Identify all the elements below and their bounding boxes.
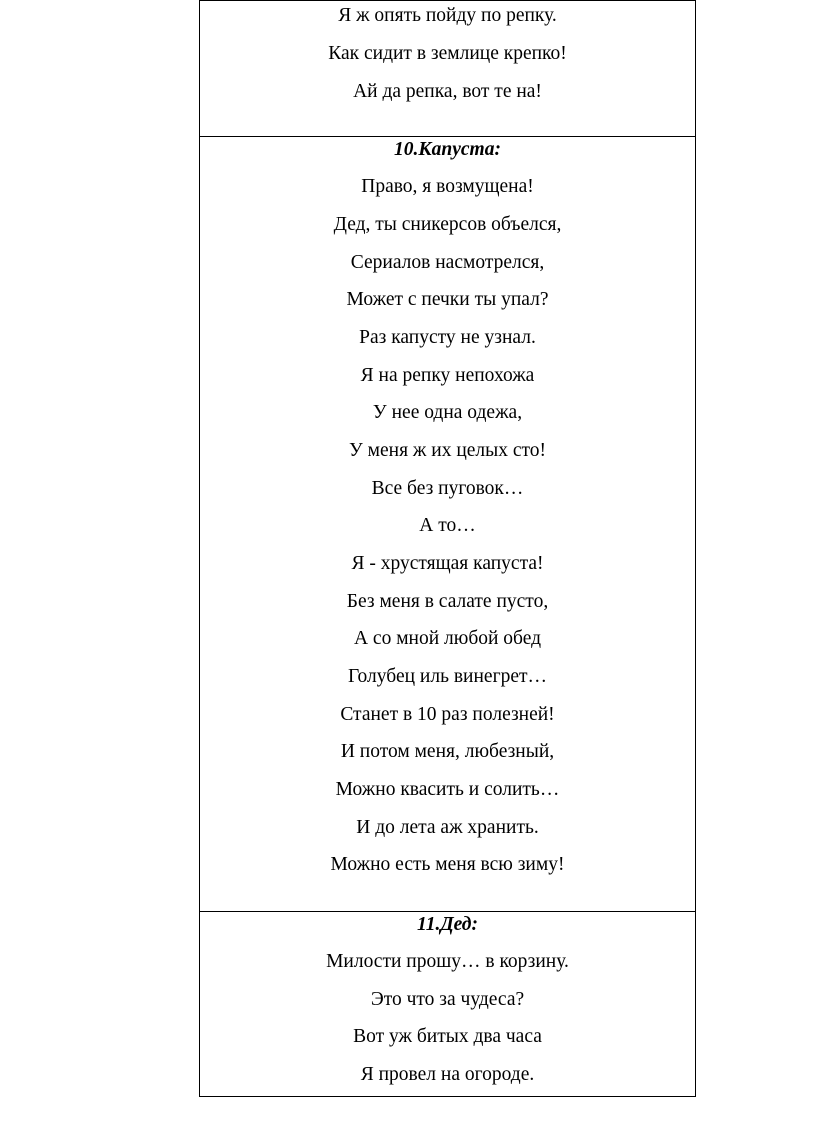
verse-line: Право, я возмущена! — [361, 176, 534, 197]
verse-line: Станет в 10 раз полезней! — [340, 704, 555, 725]
verse-line: Дед, ты сникерсов объелся, — [333, 214, 562, 235]
verse-line: Вот уж битых два часа — [353, 1026, 542, 1047]
verse-line: У нее одна одежа, — [372, 402, 523, 423]
verse-line: У меня ж их целых сто! — [348, 440, 547, 461]
verse-line: А со мной любой обед — [353, 628, 542, 649]
verse-line: Без меня в салате пусто, — [346, 591, 549, 612]
verse-line: Может с печки ты упал? — [346, 289, 549, 310]
verse-line: Я ж опять пойду по репку. — [338, 5, 557, 26]
table-cell-kapusta — [200, 136, 695, 911]
table-cell-continuation — [200, 0, 695, 136]
verse-line: Сериалов насмотрелся, — [350, 252, 545, 273]
verse-line: А то… — [419, 515, 476, 536]
verse-line: Ай да репка, вот те на! — [353, 81, 542, 102]
verse-line: Я - хрустящая капуста! — [351, 553, 544, 574]
verse-line: Можно есть меня всю зиму! — [330, 854, 565, 875]
verse-line: И до лета аж хранить. — [356, 817, 539, 838]
verse-line: Я провел на огороде. — [360, 1064, 535, 1085]
table-cell-ded — [200, 911, 695, 1097]
verse-line: Я на репку непохожа — [360, 365, 535, 386]
verse-line: Как сидит в землице крепко! — [328, 43, 567, 64]
script-table — [199, 0, 696, 1097]
verse-line: Раз капусту не узнал. — [359, 327, 536, 348]
verse-line: Можно квасить и солить… — [335, 779, 560, 800]
verse-line: Голубец иль винегрет… — [348, 666, 547, 687]
verse-line: Милости прошу… в корзину. — [326, 951, 569, 972]
verse-line: Все без пуговок… — [371, 478, 524, 499]
speaker-heading: 11.Дед: — [417, 914, 478, 935]
verse-line: Это что за чудеса? — [370, 989, 525, 1010]
verse-line: И потом меня, любезный, — [340, 741, 555, 762]
speaker-heading: 10.Капуста: — [394, 139, 501, 160]
